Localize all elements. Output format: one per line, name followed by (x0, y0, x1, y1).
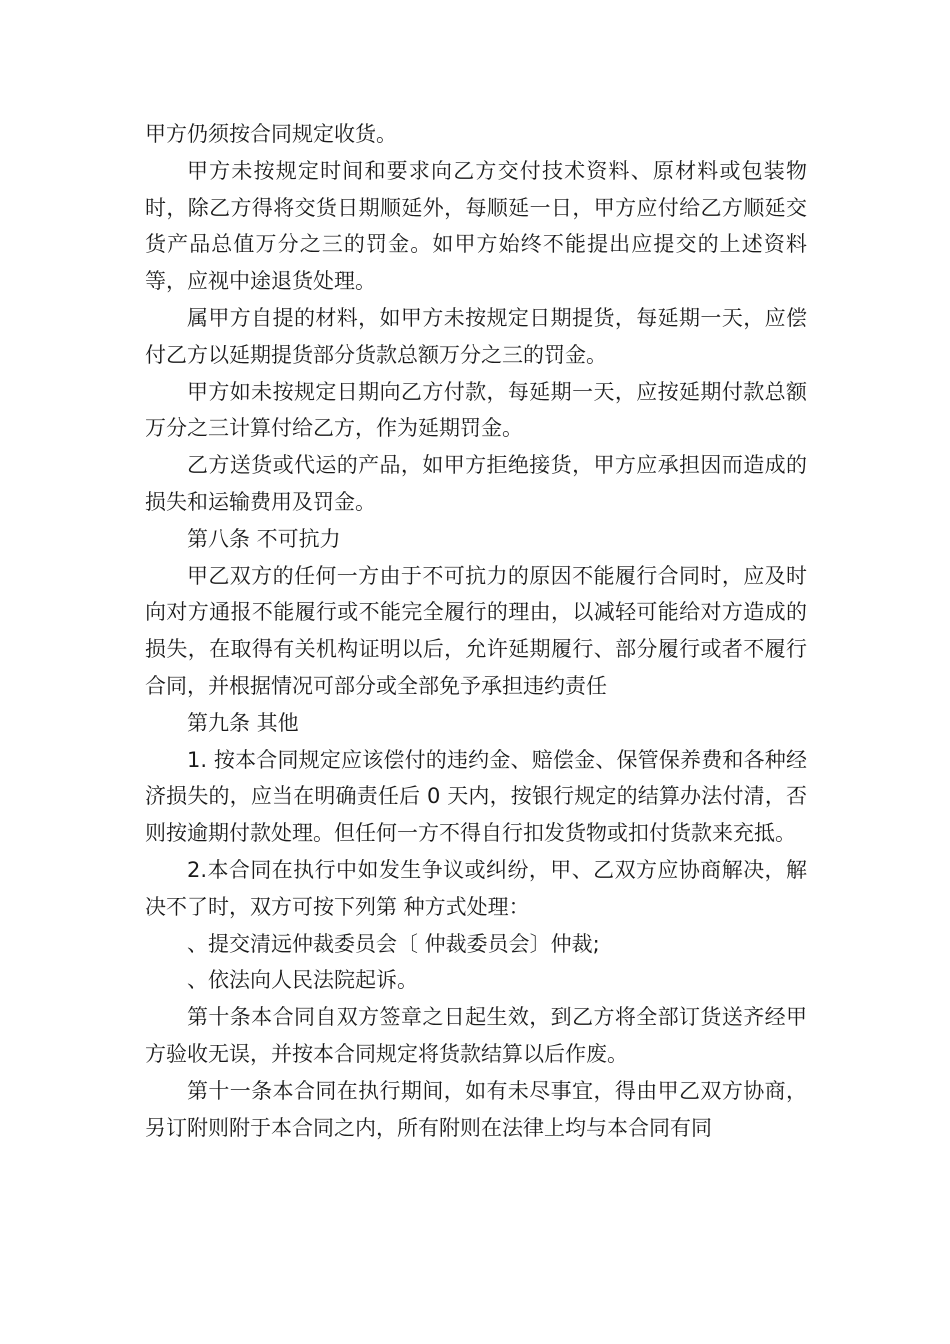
paragraph-item-1: 1. 按本合同规定应该偿付的违约金、赔偿金、保管保养费和各种经济损失的，应当在明确责任后 0 天内，按银行规定的结算办法付清，否则按逾期付款处理。但任何一方不得自行扣发货物或扣付货款来充抵。 (145, 747, 807, 846)
article-11-paragraph: 第十一条本合同在执行期间，如有未尽事宜，得由甲乙双方协商，另订附则附于本合同之内，所有附则在法律上均与本合同有同 (145, 1078, 807, 1140)
paragraph-option-arbitration: 、提交清远仲裁委员会〔 仲裁委员会〕仲裁; (187, 931, 600, 956)
paragraph-force-majeure: 甲乙双方的任何一方由于不可抗力的原因不能履行合同时，应及时向对方通报不能履行或不能完全履行的理由，以减轻可能给对方造成的损失，在取得有关机构证明以后，允许延期履行、部分履行或者不履行合同，并根据情况可部分或全部免予承担违约责任 (145, 563, 807, 698)
paragraph-item-2: 2.本合同在执行中如发生争议或纠纷，甲、乙双方应协商解决，解决不了时，双方可按下列第 种方式处理： (145, 857, 807, 919)
article-9-heading: 第九条 其他 (187, 710, 299, 735)
paragraph-pickup-penalty: 属甲方自提的材料，如甲方未按规定日期提货，每延期一天，应偿付乙方以延期提货部分货款总额万分之三的罚金。 (145, 305, 807, 367)
paragraph-refusal-penalty: 乙方送货或代运的产品，如甲方拒绝接货，甲方应承担因而造成的损失和运输费用及罚金。 (145, 453, 807, 514)
paragraph-option-court: 、依法向人民法院起诉。 (187, 968, 418, 993)
paragraph-delivery-penalty: 甲方未按规定时间和要求向乙方交付技术资料、原材料或包装物时，除乙方得将交货日期顺延外，每顺延一日，甲方应付给乙方顺延交货产品总值万分之三的罚金。如甲方始终不能提出应提交的上述资料等，应视中途退货处理。 (145, 158, 807, 294)
paragraph-continuation: 甲方仍须按合同规定收货。 (145, 122, 397, 146)
article-10-paragraph: 第十条本合同自双方签章之日起生效，到乙方将全部订货送齐经甲方验收无误，并按本合同规定将货款结算以后作废。 (145, 1005, 807, 1066)
paragraph-payment-penalty: 甲方如未按规定日期向乙方付款，每延期一天，应按延期付款总额万分之三计算付给乙方，作为延期罚金。 (145, 379, 807, 441)
article-8-heading: 第八条 不可抗力 (187, 526, 341, 551)
document-body (145, 116, 807, 1146)
